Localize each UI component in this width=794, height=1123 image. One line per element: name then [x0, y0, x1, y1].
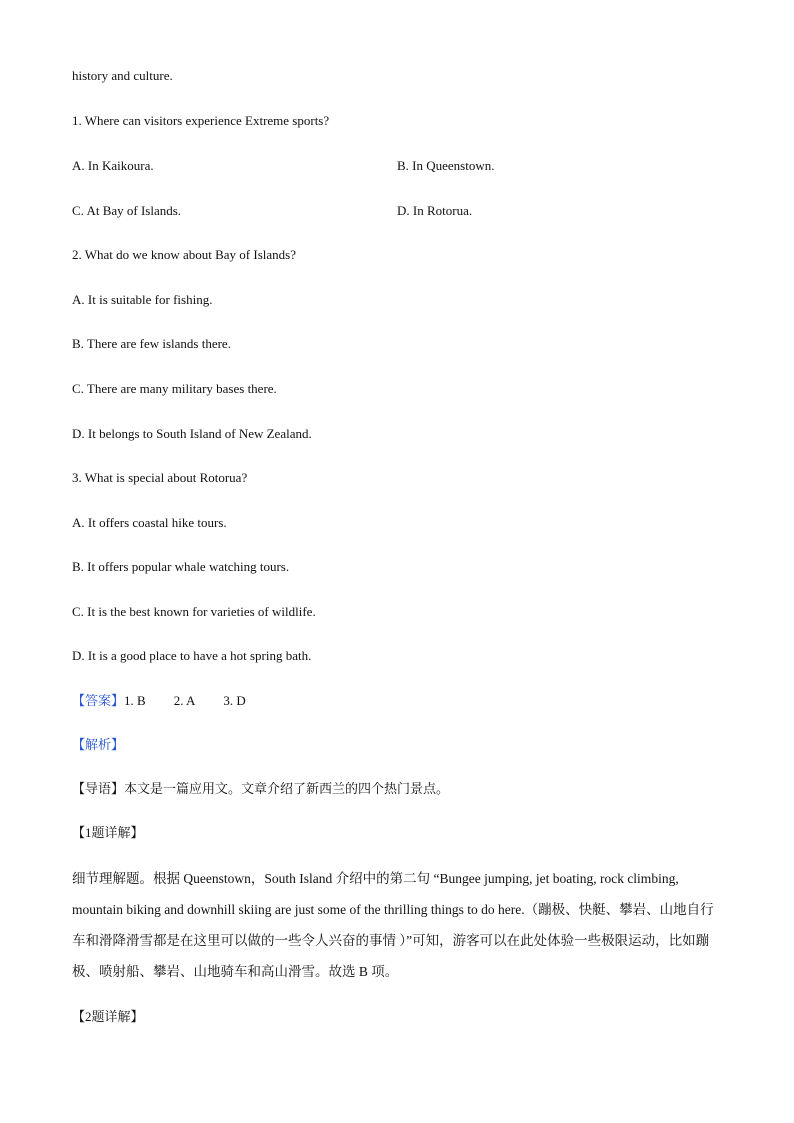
answer-line — [72, 692, 246, 710]
question-2-option-b: B. There are few islands there. — [72, 336, 231, 351]
question-2-option-a: A. It is suitable for fishing. — [72, 292, 213, 307]
question-1-option-c: C. At Bay of Islands. — [72, 203, 182, 218]
question-3-option-b: B. It offers popular whale watching tours. — [72, 559, 290, 574]
detail-2-tag: 【2题详解】 — [72, 1009, 144, 1024]
question-1-option-a: A. In Kaikoura. — [72, 158, 154, 173]
question-1-option-d: D. In Rotorua. — [397, 203, 473, 218]
question-2-option-c: C. There are many military bases there. — [72, 381, 277, 396]
intro-end-text: history and culture. — [72, 68, 173, 83]
guide-text: 本文是一篇应用文。文章介绍了新西兰的四个热门景点。 — [124, 781, 450, 796]
question-3-option-d: D. It is a good place to have a hot spring bath. — [72, 648, 312, 663]
question-1-stem: 1. Where can visitors experience Extreme sports? — [72, 113, 330, 128]
question-3-option-c: C. It is the best known for varieties of wildlife. — [72, 604, 316, 619]
question-3-stem: 3. What is special about Rotorua? — [72, 470, 248, 485]
analysis-tag: 【解析】 — [72, 737, 125, 752]
question-2-stem: 2. What do we know about Bay of Islands? — [72, 247, 296, 262]
question-2-option-d: D. It belongs to South Island of New Zealand. — [72, 426, 312, 441]
detail-1-text: 细节理解题。根据 Queenstown，South Island 介绍中的第二句 “Bungee jumping, jet boating, rock climbing, mountain biking and downhill skiing are just some of the thrilling things to do here.（蹦极、快艇、攀岩、山地自行车和滑降滑雪都是在这里可以做的一些令人兴奋的事情 ）”可知，游客可以在此处体验一些极限运动，比如蹦极、喷射船、攀岩、山地骑车和高山滑雪。故选 B 项。 — [72, 871, 714, 979]
answer-item-1: 1. B — [124, 693, 146, 708]
answer-item-2: 2. A — [173, 693, 196, 708]
detail-1-tag: 【1题详解】 — [72, 825, 144, 840]
question-3-option-a: A. It offers coastal hike tours. — [72, 515, 227, 530]
detail-1-paragraph — [72, 863, 722, 987]
guide-tag: 【导语】 — [72, 781, 125, 796]
answer-item-3: 3. D — [223, 693, 246, 708]
question-1-option-b: B. In Queenstown. — [397, 158, 495, 173]
answer-tag: 【答案】 — [72, 693, 125, 708]
guide-line — [72, 780, 449, 798]
